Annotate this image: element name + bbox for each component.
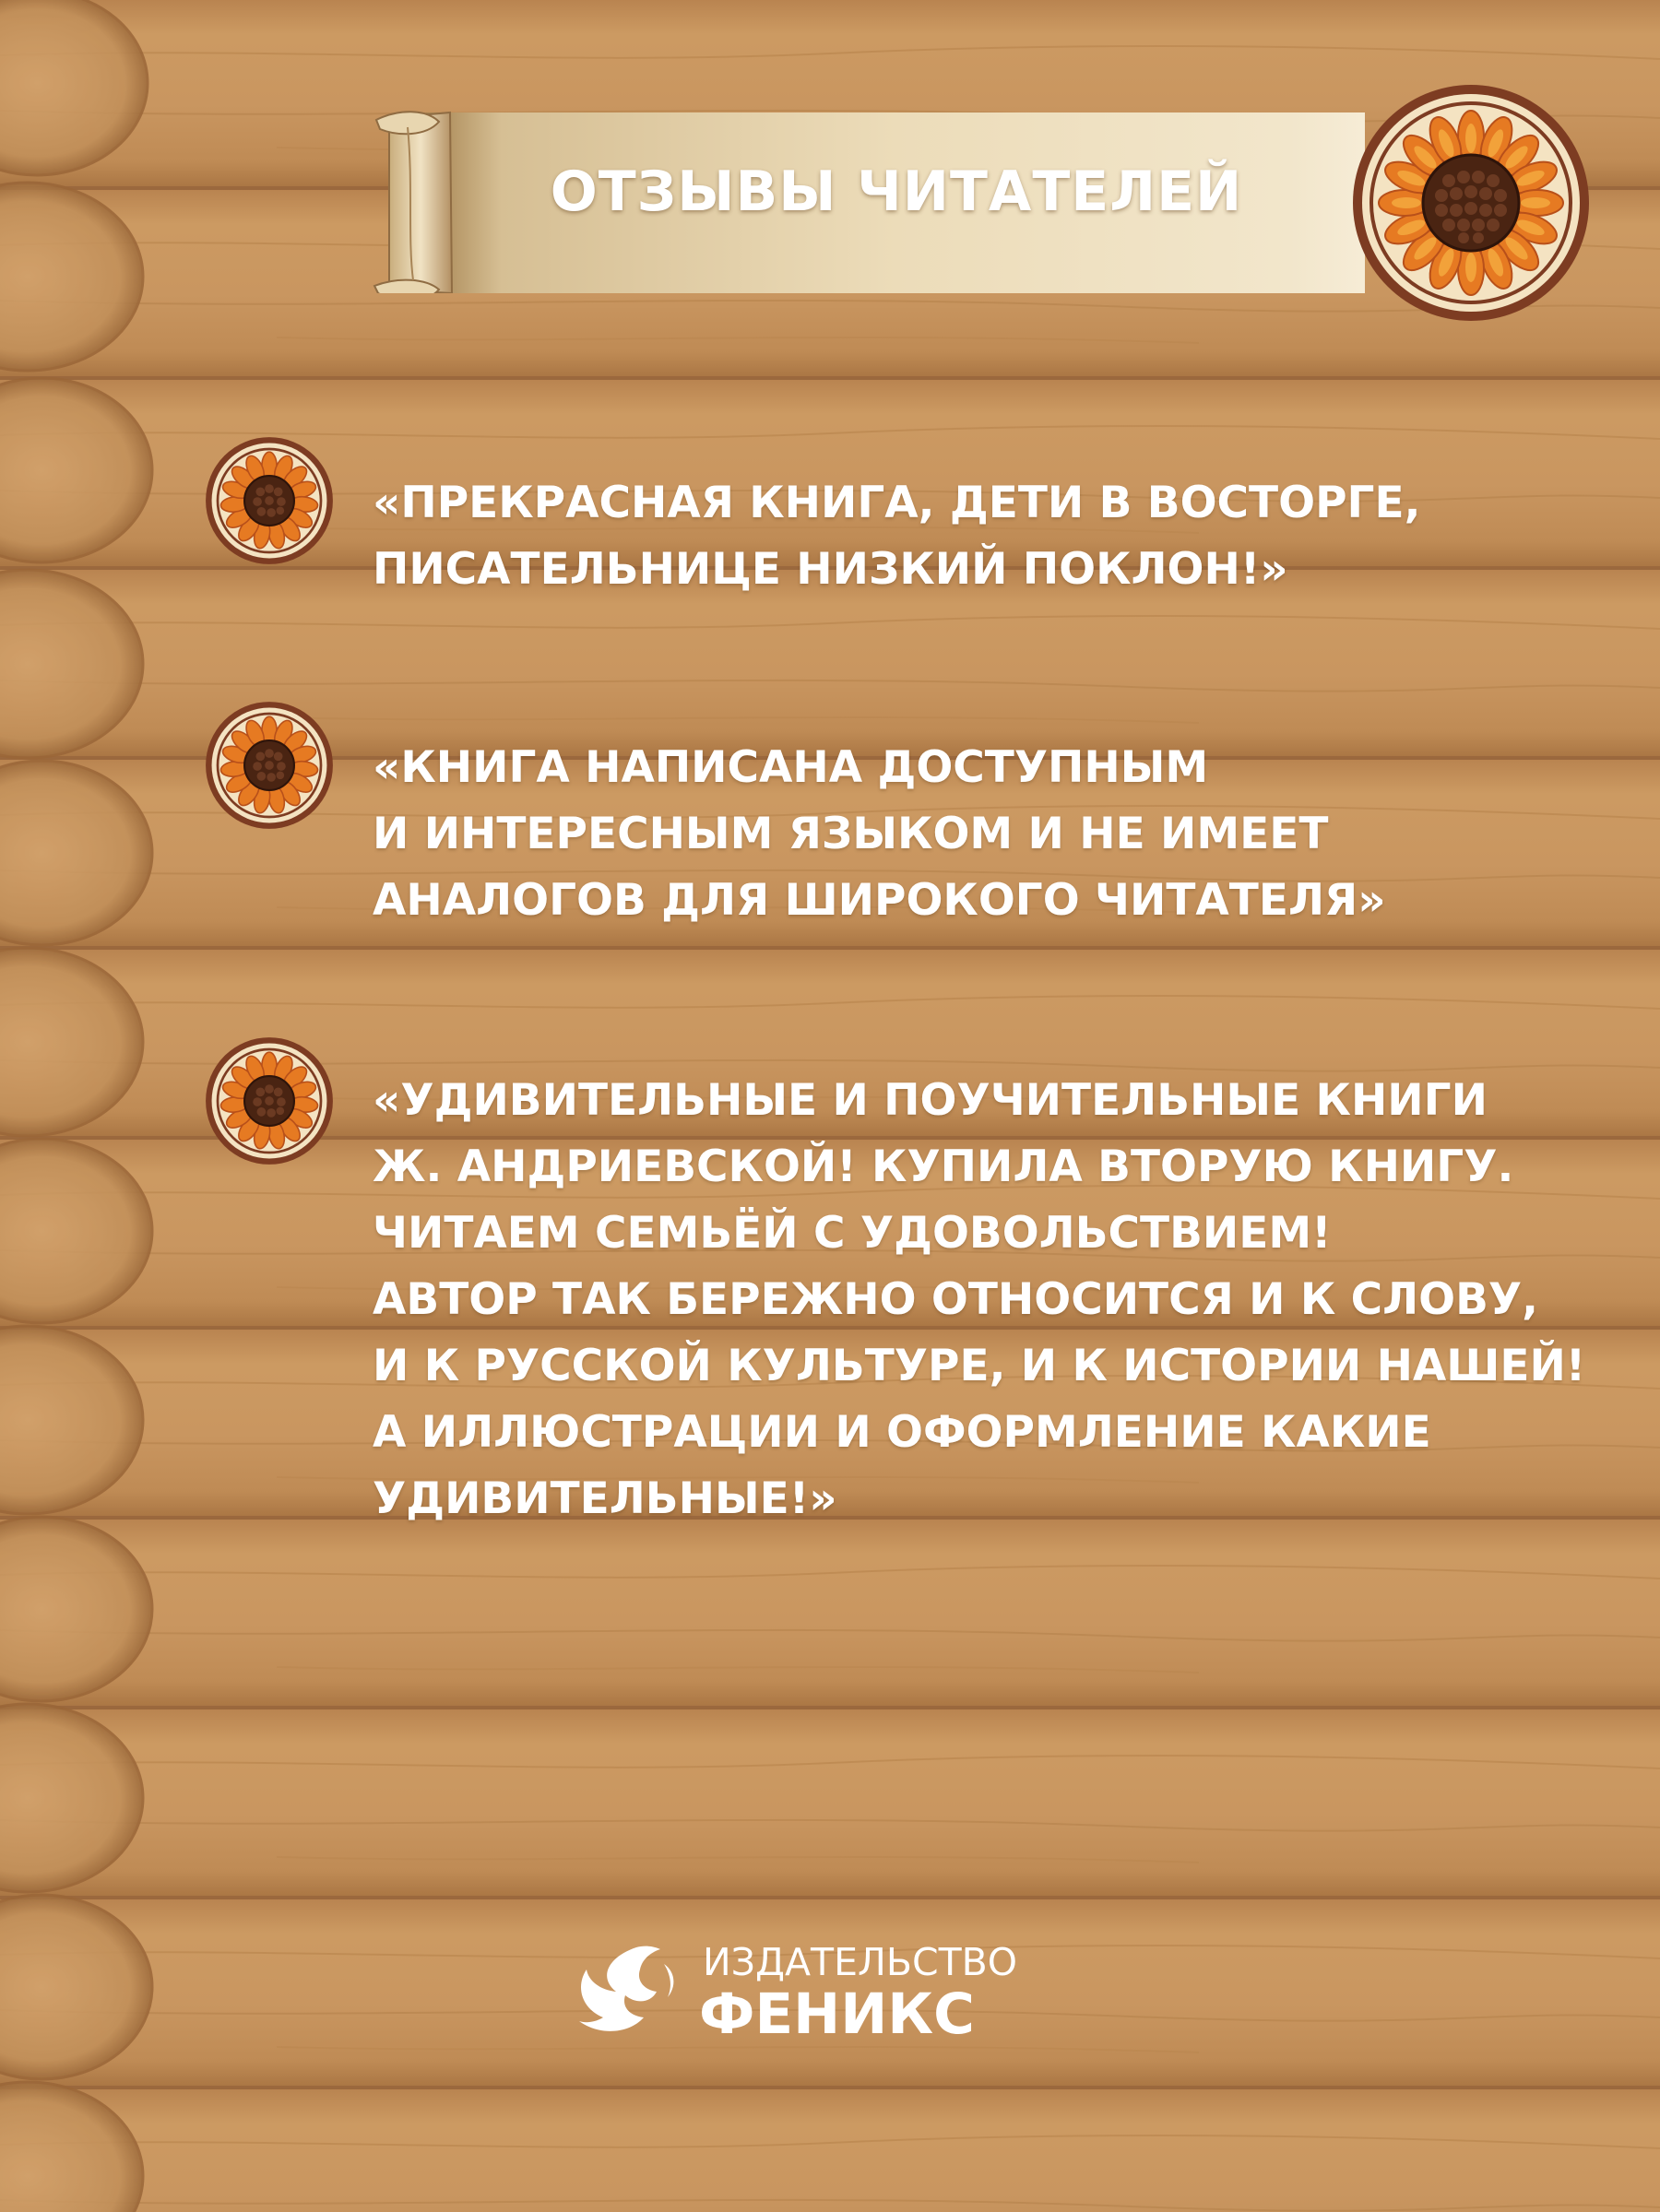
sunflower-icon <box>205 1036 334 1165</box>
review-text: «ПРЕКРАСНАЯ КНИГА, ДЕТИ В ВОСТОРГЕ, ПИСАТЕЛЬНИЦЕ НИЗКИЙ ПОКЛОН!» <box>373 478 1421 595</box>
review-text: «КНИГА НАПИСАНА ДОСТУПНЫМ И ИНТЕРЕСНЫМ ЯЗЫКОМ И НЕ ИМЕЕТ АНАЛОГОВ ДЛЯ ШИРОКОГО ЧИТАТЕЛЯ» <box>373 742 1386 926</box>
publisher-label: ИЗДАТЕЛЬСТВО <box>703 1940 1018 1984</box>
page-title: ОТЗЫВЫ ЧИТАТЕЛЕЙ <box>550 160 1243 224</box>
publisher-logo <box>572 1940 1088 2047</box>
sunflower-icon <box>1351 83 1591 323</box>
header-banner <box>371 109 1365 293</box>
phoenix-flame-icon <box>572 1944 692 2036</box>
publisher-name: ФЕНИКС <box>699 1981 975 2047</box>
review-text: «УДИВИТЕЛЬНЫЕ И ПОУЧИТЕЛЬНЫЕ КНИГИ Ж. АНДРИЕВСКОЙ! КУПИЛА ВТОРУЮ КНИГУ. ЧИТАЕМ СЕМЬЁЙ С УДОВОЛЬСТВИЕМ! АВТОР ТАК БЕРЕЖНО ОТНОСИТСЯ И К СЛОВУ, И К РУССКОЙ КУЛЬТУРЕ, И К ИСТОРИИ НАШЕЙ! А ИЛЛЮСТРАЦИИ И ОФОРМЛЕНИЕ КАКИЕ УДИВИТЕЛЬНЫЕ!» <box>373 1075 1586 1524</box>
sunflower-icon <box>205 436 334 565</box>
sunflower-icon <box>205 701 334 830</box>
